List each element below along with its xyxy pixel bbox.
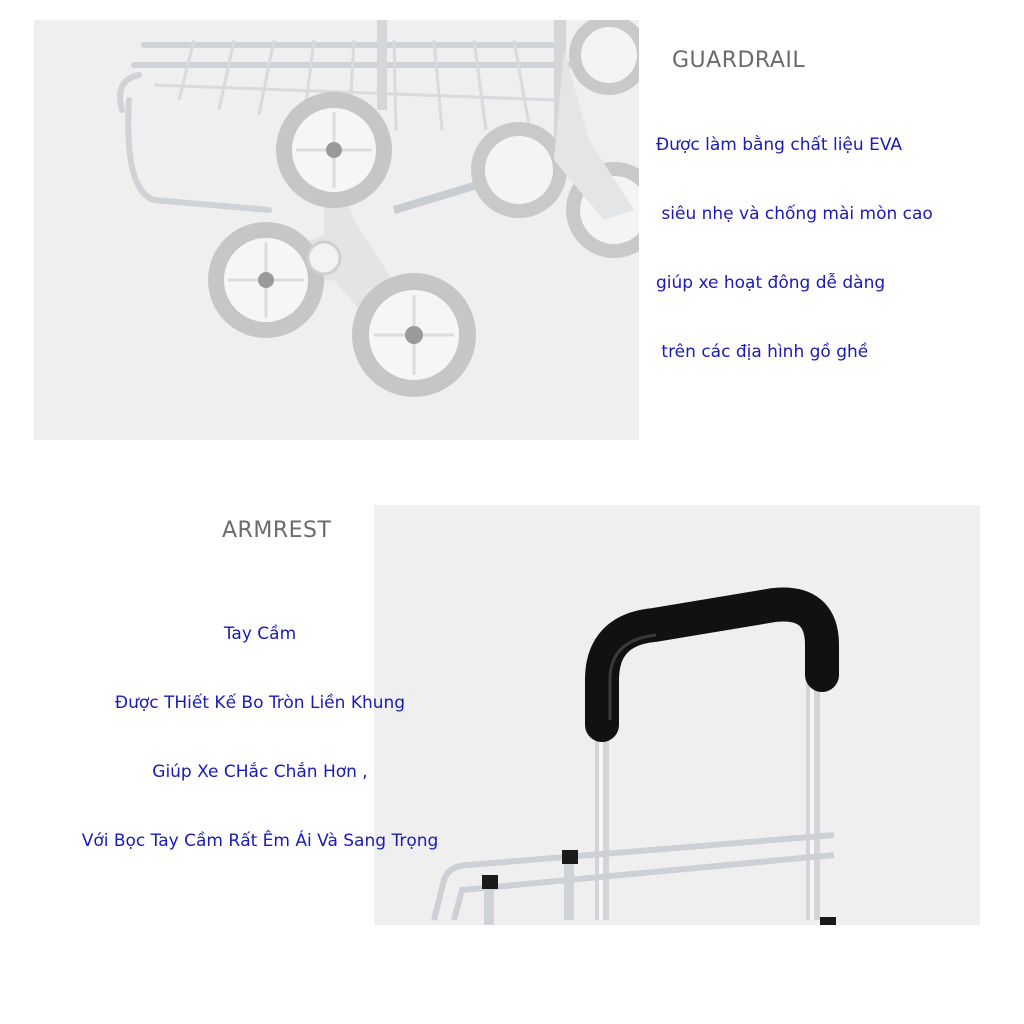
cart-handle-photo — [374, 505, 980, 925]
guardrail-description — [656, 88, 933, 387]
handle-product-photo — [374, 505, 980, 925]
guardrail-line-3: giúp xe hoạt đông dễ dàng — [656, 273, 886, 293]
stair-climbing-wheels-photo — [34, 20, 639, 440]
armrest-description — [60, 577, 460, 876]
guardrail-heading: GUARDRAIL — [672, 48, 806, 73]
armrest-line-2: Được THiết Kế Bo Tròn Liền Khung — [114, 693, 406, 713]
armrest-line-3: Giúp Xe CHắc Chắn Hơn , — [152, 762, 368, 782]
wheels-product-photo — [34, 20, 639, 440]
guardrail-line-2: siêu nhẹ và chống mài mòn cao — [656, 204, 933, 224]
guardrail-line-4: trên các địa hình gồ ghề — [656, 342, 869, 362]
armrest-heading: ARMREST — [222, 518, 332, 543]
armrest-line-4: Với Bọc Tay Cầm Rất Êm Ái Và Sang Trọng — [81, 831, 439, 851]
armrest-line-1: Tay Cầm — [223, 624, 297, 644]
guardrail-line-1: Được làm bằng chất liệu EVA — [656, 135, 902, 155]
